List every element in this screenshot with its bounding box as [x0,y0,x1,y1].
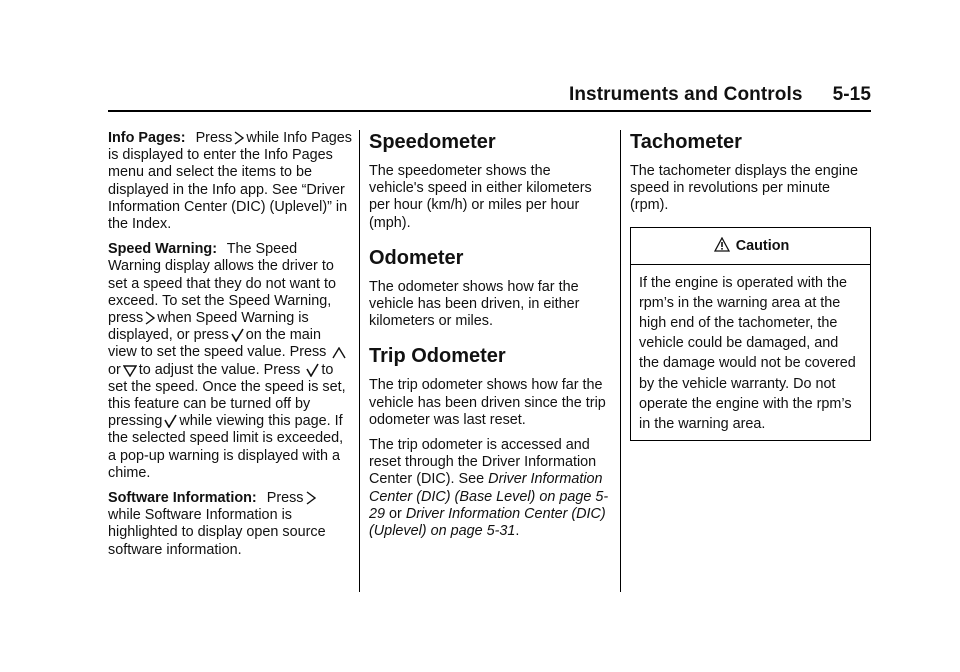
software-info-lead: Software Information: [108,490,257,507]
caution-body: If the engine is operated with the rpm’s in the warning area at the high end of the tachometer, the vehicle could be damaged, and the damage would not be covered by the vehicle warranty. Do not operate the engine with the rpm’s in the warning area. [639,274,856,433]
speed-warning-paragraph: Speed Warning: The Speed Warning display allows the driver to set a speed that they do not want to exceed. To set the Speed Warning, press when Speed Warning is displayed, or press on the main view to set the speed value. Press or to adjust the value. Press to set the speed. Once the speed is set, this feature can be turned off by pressing while viewing this page. If the selected speed limit is exceeded, a pop-up warning is displayed with a chime. [108,241,346,481]
tachometer-heading: Tachometer [630,131,742,153]
info-pages-lead: Info Pages: [108,130,186,146]
speed-warning-lead: Speed Warning: [108,241,217,258]
column-1 [108,130,352,567]
caution-title: Caution [735,237,790,254]
checkmark-icon [306,363,319,377]
column-divider-2 [620,130,621,592]
right-arrow-icon [234,131,244,145]
page-number: 5-15 [832,84,871,105]
speedometer-body: The speedometer shows the vehicle's speed in either kilometers per hour (km/h) or miles per hour (mph). [369,163,592,231]
right-arrow-icon [306,491,316,505]
header-rule [108,110,871,112]
column-2 [369,130,609,548]
checkmark-icon [231,328,244,342]
dic-uplevel-reference[interactable]: Driver Information Center (DIC) (Uplevel) on page 5-31 [369,505,606,540]
down-arrow-icon [123,365,137,377]
column-3 [630,130,871,441]
dic-base-reference[interactable]: Driver Information Center (DIC) (Base Level) on page 5-29 [369,471,609,522]
column-divider-1 [359,130,360,592]
caution-box [630,227,871,442]
software-info-paragraph: Software Information: Press while Software Information is highlighted to display open source software information. [108,490,326,558]
speedometer-heading: Speedometer [369,131,496,153]
page-header [0,84,871,106]
odometer-heading: Odometer [369,246,464,269]
tachometer-body: The tachometer displays the engine speed in revolutions per minute (rpm). [630,163,858,214]
warning-icon [714,237,730,252]
section-title: Instruments and Controls [568,84,803,105]
trip-odometer-heading: Trip Odometer [369,345,506,368]
right-arrow-icon [145,311,155,325]
info-pages-paragraph: Info Pages: Press while Info Pages is displayed to enter the Info Pages menu and select the items to be displayed in the Info app. See “Driver Information Center (DIC) (Uplevel)” in the Index. [108,130,352,233]
up-arrow-icon [332,347,346,359]
odometer-body: The odometer shows how far the vehicle has been driven, in either kilometers or miles. [369,278,580,330]
trip-odometer-body-2: The trip odometer is accessed and reset through the Driver Information Center (DIC). See Driver Information Center (DIC) (Base Level) on page 5-29 or Driver Information Center (DIC) (Uplevel) on page 5-31. [369,437,609,540]
caution-header [631,228,870,265]
checkmark-icon [164,414,177,428]
trip-odometer-body-1: The trip odometer shows how far the vehicle has been driven since the trip odometer was last reset. [369,377,606,428]
